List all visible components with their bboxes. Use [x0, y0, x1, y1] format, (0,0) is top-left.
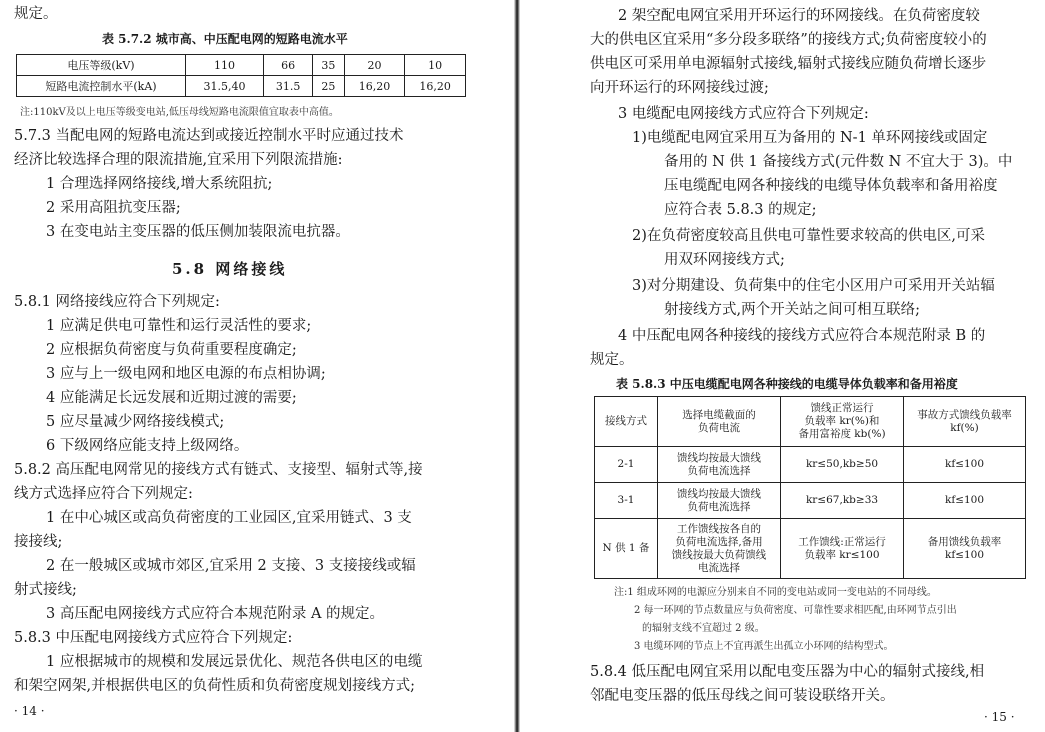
table-row	[17, 55, 466, 76]
table-cell: 31.5	[264, 76, 313, 97]
clause-text: 5.7.3 当配电网的短路电流达到或接近控制水平时应通过技术	[14, 128, 404, 144]
list-item: 4 中压配电网各种接线的接线方式应符合本规范附录 B 的	[618, 328, 986, 344]
list-item-cont: 向开环运行的环网接线过渡;	[590, 80, 769, 96]
left-page	[0, 0, 512, 732]
table-cell: 短路电流控制水平(kA)	[17, 76, 186, 97]
list-item: 3 应与上一级电网和地区电源的布点相协调;	[46, 366, 326, 382]
sub-item: 3)对分期建设、负荷集中的住宅小区用户可采用开关站辐	[632, 278, 995, 294]
right-page	[522, 0, 1045, 732]
table-cell: 电压等级(kV)	[17, 55, 186, 76]
book-gutter	[514, 0, 520, 732]
sub-item-cont: 应符合表 5.8.3 的规定;	[664, 202, 817, 218]
table-note: 注:1 组成环网的电源应分别来自不同的变电站或同一变电站的不同母线。	[614, 587, 937, 598]
clause-text: 线方式选择应符合下列规定:	[14, 486, 193, 502]
sub-item-cont: 压电缆配电网各种接线的电缆导体负载率和备用裕度	[664, 178, 998, 194]
table-5-8-3	[594, 396, 1026, 579]
header-text: kf(%)	[950, 421, 979, 434]
cell-line: 馈线按最大负荷馈线	[671, 548, 767, 561]
list-item-cont: 供电区可采用单电源辐射式接线,辐射式接线应随负荷增长逐步	[590, 56, 987, 72]
list-item: 1 在中心城区或高负荷密度的工业园区,宜采用链式、3 支	[46, 510, 412, 526]
table-cell: kr≤67,kb≥33	[781, 483, 904, 519]
table-row	[17, 76, 466, 97]
header-cell	[658, 397, 781, 447]
table-row	[595, 519, 1026, 579]
list-item: 2 架空配电网宜采用开环运行的环网接线。在负荷密度较	[618, 8, 980, 24]
table-cell: 20	[344, 55, 405, 76]
list-item: 2 采用高阻抗变压器;	[46, 200, 181, 216]
table-cell	[781, 519, 904, 579]
table-cell	[658, 447, 781, 483]
table-cell: 3-1	[595, 483, 658, 519]
list-item: 1 应满足供电可靠性和运行灵活性的要求;	[46, 318, 312, 334]
table-5-8-3-caption: 表 5.8.3 中压电缆配电网各种接线的电缆导体负载率和备用裕度	[616, 377, 958, 391]
clause-5-7-3	[14, 126, 404, 146]
sub-item-cont: 用双环网接线方式;	[664, 252, 785, 268]
table-cell: 16,20	[405, 76, 466, 97]
table-cell: 16,20	[344, 76, 405, 97]
sub-item: 1)电缆配电网宜采用互为备用的 N-1 单环网接线或固定	[632, 130, 988, 146]
header-text: 事故方式馈线负载率	[917, 408, 1012, 421]
header-text: 负荷电流	[698, 421, 740, 434]
list-item: 2 在一般城区或城市郊区,宜采用 2 支接、3 支接接线或辐	[46, 558, 416, 574]
header-cell	[595, 397, 658, 447]
continuation-text: 规定。	[14, 6, 58, 22]
table-note: 的辐射支线不宜超过 2 级。	[642, 623, 765, 634]
sub-item-cont: 射接线方式,两个开关站之间可相互联络;	[664, 302, 920, 318]
cell-line: 电流选择	[698, 561, 740, 574]
list-item: 1 应根据城市的规模和发展远景优化、规范各供电区的电缆	[46, 654, 423, 670]
table-cell: 35	[313, 55, 345, 76]
cell-line: kf≤100	[944, 548, 985, 561]
table-cell	[658, 519, 781, 579]
table-cell: 10	[405, 55, 466, 76]
table-cell	[904, 519, 1026, 579]
table-cell: 66	[264, 55, 313, 76]
list-item-cont: 射式接线;	[14, 582, 77, 598]
list-item: 3 电缆配电网接线方式应符合下列规定:	[618, 106, 869, 122]
cell-line: 负荷电流选择,备用	[675, 535, 763, 548]
cell-line: 负荷电流选择	[687, 500, 751, 513]
table-note: 2 每一环网的节点数量应与负荷密度、可靠性要求相匹配,由环网节点引出	[634, 605, 957, 616]
table-cell: kf≤100	[904, 447, 1026, 483]
list-item: 3 在变电站主变压器的低压侧加装限流电抗器。	[46, 224, 350, 240]
page-number: · 14 ·	[14, 704, 45, 718]
list-item-cont: 接接线;	[14, 534, 63, 550]
page-number: · 15 ·	[984, 710, 1015, 724]
clause-5-8-4: 5.8.4 低压配电网宜采用以配电变压器为中心的辐射式接线,相	[590, 664, 985, 680]
table-row	[595, 483, 1026, 519]
list-item: 6 下级网络应能支持上级网络。	[46, 438, 249, 454]
table-5-7-2	[16, 54, 466, 97]
sub-item: 2)在负荷密度较高且供电可靠性要求较高的供电区,可采	[632, 228, 985, 244]
list-item-cont: 和架空网架,并根据供电区的负荷性质和负荷密度规划接线方式;	[14, 678, 415, 694]
table-cell: 31.5,40	[186, 76, 264, 97]
clause-text: 邻配电变压器的低压母线之间可装设联络开关。	[590, 688, 895, 704]
cell-line: 馈线均按最大馈线	[677, 487, 761, 500]
clause-5-8-1: 5.8.1 网络接线应符合下列规定:	[14, 294, 220, 310]
cell-line: 备用馈线负载率	[927, 535, 1002, 548]
cell-line: 负载率 kr≤100	[804, 548, 880, 561]
table-row	[595, 447, 1026, 483]
list-item-cont: 大的供电区宜采用“多分段多联络”的接线方式;负荷密度较小的	[590, 32, 987, 48]
table-note: 注:110kV及以上电压等级变电站,低压母线短路电流限值宜取表中高值。	[20, 107, 339, 118]
header-text: 负载率 kr(%)和	[804, 415, 880, 427]
header-text: 馈线正常运行	[810, 402, 874, 414]
list-item-cont: 规定。	[590, 352, 634, 368]
list-item: 3 高压配电网接线方式应符合本规范附录 A 的规定。	[46, 606, 385, 622]
table-cell: N 供 1 备	[595, 519, 658, 579]
clause-5-8-3: 5.8.3 中压配电网接线方式应符合下列规定:	[14, 630, 293, 646]
list-item: 2 应根据负荷密度与负荷重要程度确定;	[46, 342, 297, 358]
header-cell	[904, 397, 1026, 447]
cell-line: 馈线均按最大馈线	[677, 451, 761, 464]
table-cell	[658, 483, 781, 519]
table-cell: 2-1	[595, 447, 658, 483]
table-header-row	[595, 397, 1026, 447]
table-cell: kr≤50,kb≥50	[781, 447, 904, 483]
cell-line: 负荷电流选择	[687, 464, 751, 477]
table-5-7-2-caption: 表 5.7.2 城市高、中压配电网的短路电流水平	[102, 32, 348, 46]
cell-line: 工作馈线按各自的	[677, 522, 761, 535]
header-text: 备用富裕度 kb(%)	[798, 428, 886, 440]
list-item: 5 应尽量减少网络接线模式;	[46, 414, 225, 430]
table-cell: 25	[313, 76, 345, 97]
cell-line: 工作馈线:正常运行	[798, 535, 886, 548]
header-cell	[781, 397, 904, 447]
table-cell: 110	[186, 55, 264, 76]
header-text: 选择电缆截面的	[682, 408, 756, 421]
list-item: 4 应能满足长远发展和近期过渡的需要;	[46, 390, 297, 406]
section-heading: 5.8 网络接线	[172, 260, 288, 278]
clause-5-8-2: 5.8.2 高压配电网常见的接线方式有链式、支接型、辐射式等,接	[14, 462, 423, 478]
header-text: 接线方式	[605, 415, 647, 427]
list-item: 1 合理选择网络接线,增大系统阻抗;	[46, 176, 273, 192]
clause-text: 经济比较选择合理的限流措施,宜采用下列限流措施:	[14, 152, 343, 168]
table-note: 3 电缆环网的节点上不宜再派生出孤立小环网的结构型式。	[634, 641, 894, 652]
table-cell: kf≤100	[904, 483, 1026, 519]
sub-item-cont: 备用的 N 供 1 备接线方式(元件数 N 不宜大于 3)。中	[664, 154, 1013, 170]
